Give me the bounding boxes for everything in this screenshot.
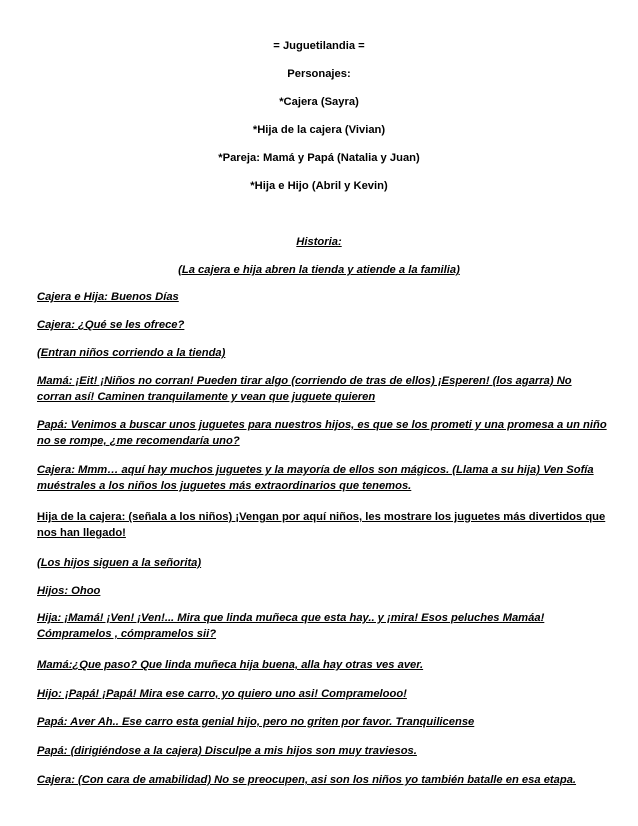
script-line: Cajera e Hija: Buenos Días bbox=[37, 291, 179, 303]
cast-item: *Hija de la cajera (Vivian) bbox=[252, 124, 386, 136]
script-line: Papá: Venimos a buscar unos juguetes para nuestros hijos, es que se los prometi y una promesa a un niño no se rompe, ¿me recomendaría uno? bbox=[37, 419, 607, 447]
script-line: Hijos: Ohoo bbox=[37, 585, 101, 597]
script-line: (Los hijos siguen a la señorita) bbox=[37, 557, 202, 569]
cast-heading: Personajes: bbox=[287, 68, 351, 80]
document-title: = Juguetilandia = bbox=[273, 40, 365, 52]
script-line: Hijo: ¡Papá! ¡Papá! Mira ese carro, yo quiero uno asi! Compramelooo! bbox=[37, 688, 407, 700]
script-line: Hija: ¡Mamá! ¡Ven! ¡Ven!... Mira que linda muñeca que esta hay.. y ¡mira! Esos peluches Mamáa! Cómpramelos , cómpramelos sii? bbox=[37, 612, 545, 640]
script-line: Cajera: (Con cara de amabilidad) No se preocupen, asi son los niños yo también batalle en esa etapa. bbox=[37, 774, 577, 786]
script-line: Papá: (dirigiéndose a la cajera) Disculpe a mis hijos son muy traviesos. bbox=[37, 745, 417, 757]
script-line: Mamá: ¡Eit! ¡Niños no corran! Pueden tirar algo (corriendo de tras de ellos) ¡Esperen! (los agarra) No corran así! Caminen tranquilamente y vean que juguete quieren bbox=[37, 375, 572, 403]
cast-item: *Hija e Hijo (Abril y Kevin) bbox=[250, 180, 388, 192]
story-intro: (La cajera e hija abren la tienda y atiende a la familia) bbox=[178, 264, 460, 276]
script-line: Mamá:¿Que paso? Que linda muñeca hija buena, alla hay otras ves aver. bbox=[37, 659, 424, 671]
cast-item: *Cajera (Sayra) bbox=[279, 96, 359, 108]
story-heading: Historia: bbox=[296, 236, 342, 248]
script-line: Hija de la cajera: (señala a los niños) ¡Vengan por aquí niños, les mostrare los juguetes más divertidos que nos han llegado! bbox=[37, 511, 606, 539]
cast-item: *Pareja: Mamá y Papá (Natalia y Juan) bbox=[218, 152, 420, 164]
script-line: Cajera: ¿Qué se les ofrece? bbox=[37, 319, 185, 331]
script-line: (Entran niños corriendo a la tienda) bbox=[37, 347, 226, 359]
script-line: Papá: Aver Ah.. Ese carro esta genial hijo, pero no griten por favor. Tranquilicense bbox=[37, 716, 475, 728]
script-line: Cajera: Mmm… aquí hay muchos juguetes y la mayoría de ellos son mágicos. (Llama a su hija) Ven Sofía muéstrales a los niños los juguetes más extraordinarios que tenemos. bbox=[37, 464, 594, 492]
